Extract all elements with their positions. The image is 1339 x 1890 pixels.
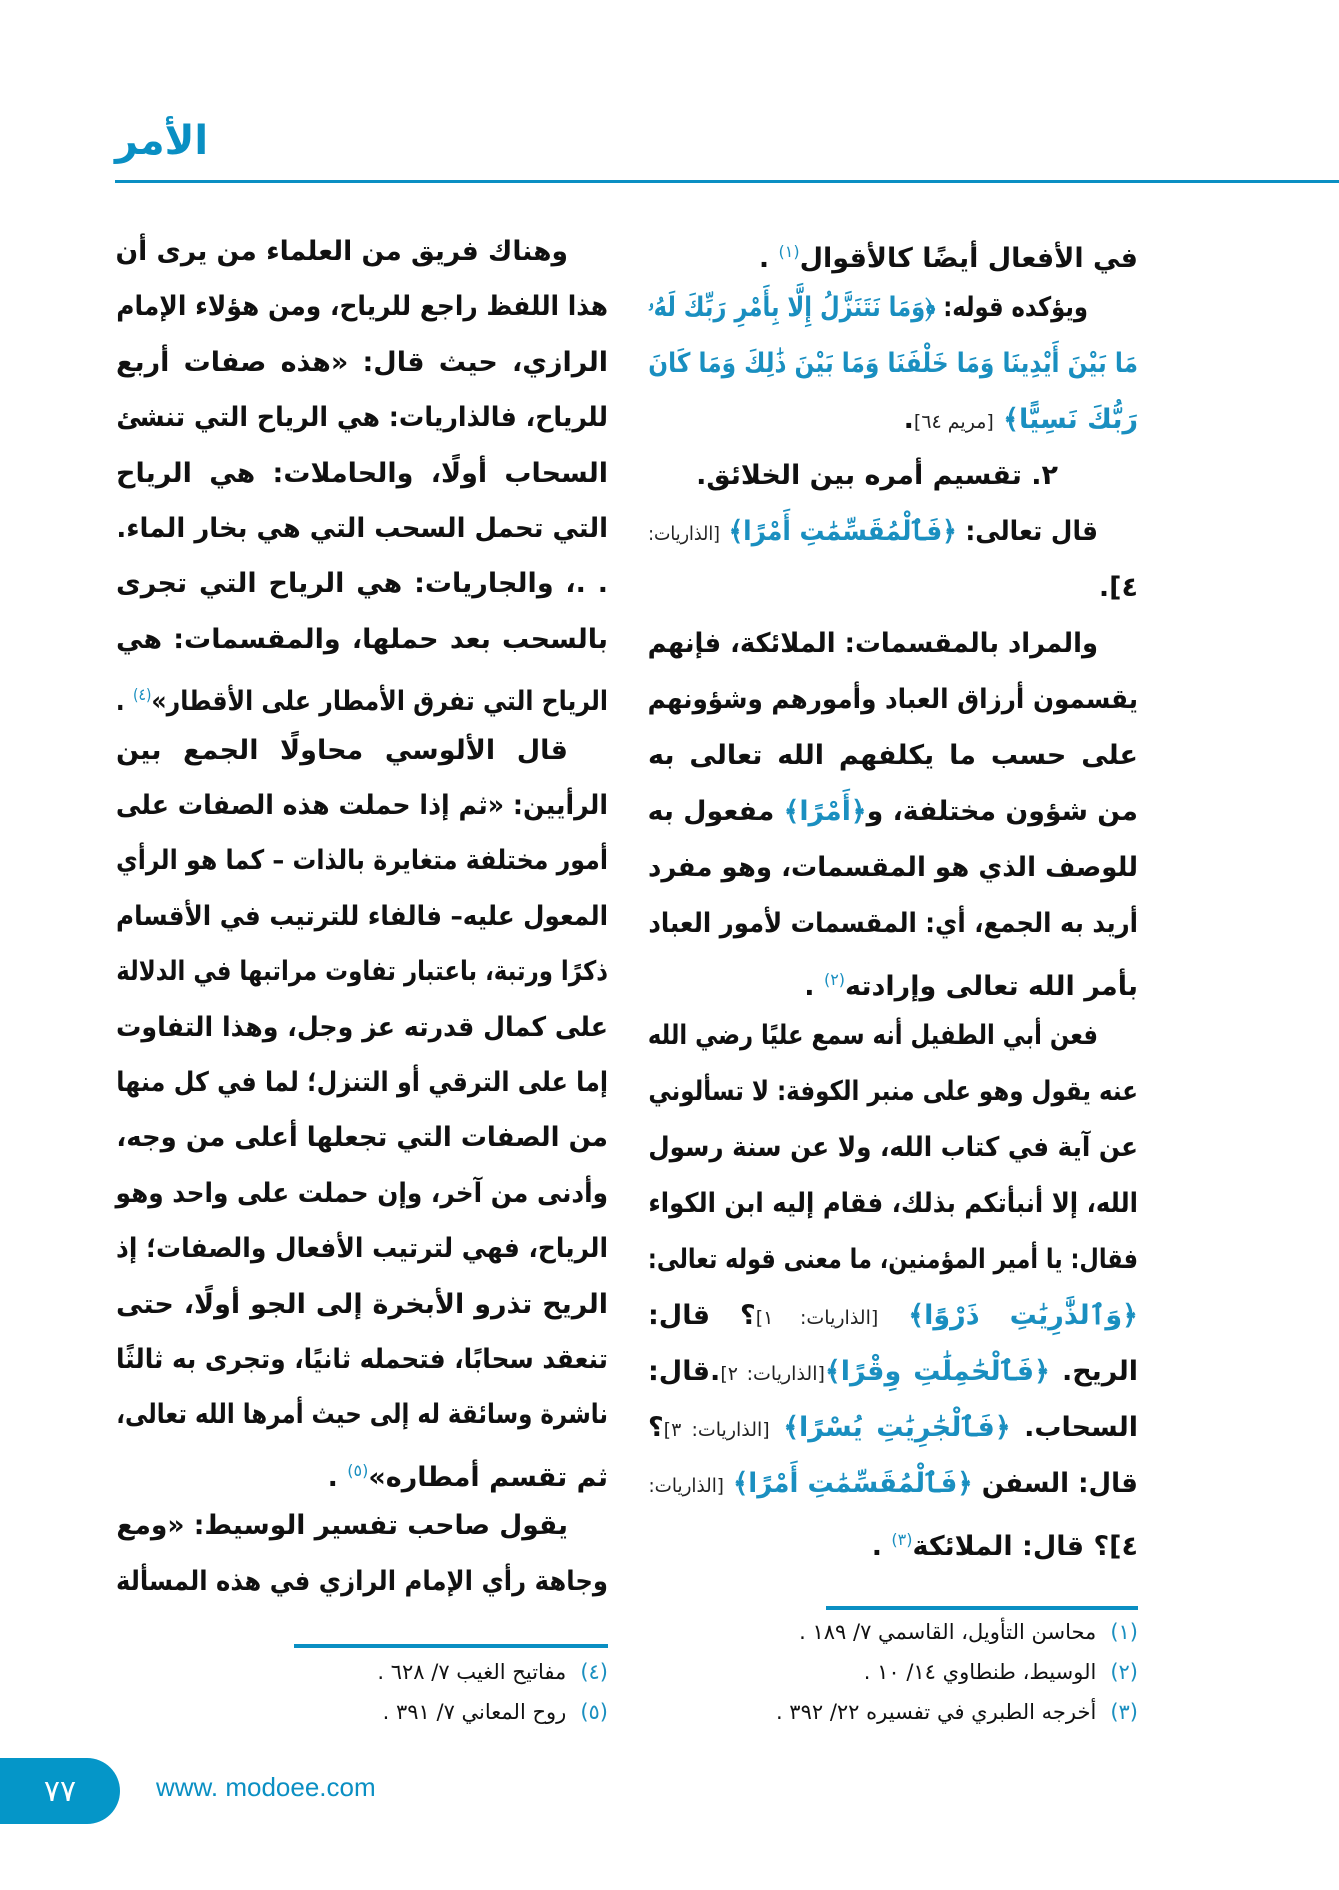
right-column bbox=[648, 232, 1138, 1592]
text-segment: . bbox=[327, 1461, 348, 1493]
text-line bbox=[116, 1174, 608, 1214]
text-segment: بالسحب بعد حملها، والمقسمات: هي bbox=[116, 623, 608, 655]
text-line bbox=[648, 960, 1138, 1000]
text-segment: ثم تقسم أمطاره» bbox=[368, 1461, 608, 1493]
text-line bbox=[648, 680, 1138, 720]
text-segment: . .، والجاريات: هي الرياح التي تجرى bbox=[116, 568, 608, 600]
text-line bbox=[648, 1352, 1138, 1392]
text-line bbox=[116, 1229, 608, 1269]
text-line bbox=[648, 736, 1138, 776]
text-segment: .قال: bbox=[648, 1356, 721, 1387]
text-segment: من الصفات التي تجعلها أعلى من وجه، bbox=[116, 1122, 608, 1154]
text-segment: الرازي، حيث قال: «هذه صفات أربع bbox=[116, 346, 608, 378]
text-segment: ذكرًا ورتبة، باعتبار تفاوت مراتبها في الدلالة bbox=[116, 956, 608, 988]
text-line bbox=[116, 1506, 568, 1546]
text-line bbox=[115, 675, 608, 718]
text-segment: عن آية في كتاب الله، ولا عن سنة رسول bbox=[648, 1132, 1138, 1163]
quran-verse: ﴿أَمْرًا﴾ bbox=[783, 796, 867, 827]
text-segment: ٤]؟ قال: الملائكة bbox=[912, 1531, 1138, 1562]
footnote-marker[interactable]: (١) bbox=[778, 242, 800, 261]
text-segment: عنه يقول وهو على منبر الكوفة: لا تسألوني bbox=[648, 1076, 1138, 1107]
left-column bbox=[116, 232, 608, 1612]
quran-verse: مَا بَيْنَ أَيْدِينَا وَمَا خَلْفَنَا وَمَا بَيْنَ ذَٰلِكَ وَمَا كَانَ bbox=[648, 348, 1138, 379]
footnote-marker[interactable]: (٤) bbox=[132, 685, 152, 705]
text-line bbox=[648, 1296, 1138, 1336]
footnote-number: (٣) bbox=[1110, 1700, 1138, 1724]
text-segment: للرياح، فالذاريات: هي الرياح التي تنشئ bbox=[116, 402, 608, 434]
text-segment: يقسمون أرزاق العباد وأمورهم وشؤونهم bbox=[647, 684, 1138, 715]
quran-verse: ﴿فَٱلْحَٰمِلَٰتِ وِقْرًا﴾ bbox=[824, 1356, 1050, 1387]
text-segment: والمراد بالمقسمات: الملائكة، فإنهم bbox=[647, 628, 1098, 659]
verse-reference: [الذاريات: bbox=[648, 1475, 724, 1497]
text-segment: الرياح، فهي لترتيب الأفعال والصفات؛ إذ bbox=[116, 1233, 609, 1265]
text-segment: مفعول به bbox=[647, 796, 784, 827]
text-line bbox=[648, 1072, 1138, 1112]
text-segment: ٢. تقسيم أمره بين الخلائق. bbox=[696, 460, 1058, 491]
text-line bbox=[116, 1063, 608, 1103]
footnote-separator-right bbox=[826, 1606, 1138, 1610]
text-line bbox=[116, 952, 608, 992]
text-line bbox=[648, 232, 1138, 272]
text-line bbox=[116, 398, 608, 438]
text-line bbox=[648, 288, 1088, 328]
footnote-text: الوسيط، طنطاوي ١٤/ ١٠ . bbox=[863, 1660, 1097, 1684]
text-segment: التي تحمل السحب التي هي بخار الماء. bbox=[116, 513, 608, 544]
text-segment: على حسب ما يكلفهم الله تعالى به bbox=[648, 740, 1138, 771]
text-line bbox=[648, 1240, 1138, 1280]
text-line bbox=[116, 232, 568, 272]
text-line bbox=[648, 1464, 1138, 1504]
text-line bbox=[116, 343, 608, 383]
chapter-title: الأمر bbox=[115, 118, 209, 164]
text-line bbox=[116, 731, 568, 771]
footnote-marker[interactable]: (٥) bbox=[347, 1460, 369, 1480]
footnote-marker[interactable]: (٢) bbox=[823, 970, 846, 989]
header-divider bbox=[115, 180, 1339, 183]
verse-reference: [مريم ٦٤] bbox=[913, 411, 994, 433]
text-segment: وجاهة رأي الإمام الرازي في هذه المسألة bbox=[115, 1565, 609, 1597]
footnote-text: روح المعاني ٧/ ٣٩١ . bbox=[382, 1700, 567, 1724]
footnote bbox=[799, 1620, 1138, 1644]
text-line bbox=[648, 568, 1138, 608]
text-segment: قال تعالى: bbox=[956, 516, 1098, 547]
verse-reference: [الذاريات: ١] bbox=[755, 1307, 879, 1329]
footnote-marker[interactable]: (٣) bbox=[891, 1530, 913, 1549]
text-segment: الله، إلا أنبأتكم بذلك، فقام إليه ابن الكواء bbox=[648, 1188, 1138, 1219]
text-segment: أمور مختلفة متغايرة بالذات – كما هو الرأي bbox=[116, 845, 609, 877]
text-line bbox=[116, 620, 608, 660]
footnote-number: (٢) bbox=[1110, 1660, 1138, 1684]
text-line bbox=[648, 512, 1098, 552]
text-segment: هذا اللفظ راجع للرياح، ومن هؤلاء الإمام bbox=[116, 291, 608, 323]
text-line bbox=[116, 897, 608, 937]
website-link[interactable]: www. modoee.com bbox=[156, 1772, 376, 1802]
text-segment: الرياح التي تفرق الأمطار على الأقطار» bbox=[151, 686, 608, 718]
text-line bbox=[116, 1562, 608, 1602]
text-line bbox=[116, 786, 608, 826]
footnote-text: محاسن التأويل، القاسمي ٧/ ١٨٩ . bbox=[799, 1620, 1097, 1644]
text-segment: يقول صاحب تفسير الوسيط: «ومع bbox=[116, 1510, 568, 1542]
text-segment: قال: السفن bbox=[972, 1468, 1138, 1499]
text-segment: فقال: يا أمير المؤمنين، ما معنى قوله تعالى: bbox=[647, 1244, 1138, 1275]
text-line bbox=[648, 792, 1138, 832]
text-line bbox=[116, 1118, 608, 1158]
page-number: ٧٧ bbox=[43, 1773, 77, 1809]
text-line bbox=[116, 564, 608, 604]
text-line bbox=[648, 400, 1138, 440]
text-segment: . bbox=[115, 686, 133, 718]
verse-reference: [الذاريات: ٣] bbox=[663, 1419, 770, 1441]
quran-verse: ﴿فَٱلْمُقَسِّمَٰتِ أَمْرًا﴾ bbox=[723, 1468, 973, 1499]
text-line bbox=[116, 1395, 608, 1435]
text-line bbox=[648, 344, 1138, 384]
text-line bbox=[648, 904, 1138, 944]
footnote bbox=[383, 1700, 608, 1724]
text-line bbox=[116, 1451, 608, 1491]
text-segment: السحاب أولًا، والحاملات: هي الرياح bbox=[116, 457, 608, 489]
text-line bbox=[648, 1128, 1138, 1168]
text-segment: . bbox=[871, 1531, 892, 1562]
quran-verse: رَبُّكَ نَسِيًّا﴾ bbox=[993, 404, 1138, 435]
quran-verse: ﴿فَٱلْمُقَسِّمَٰتِ أَمْرًا﴾ bbox=[719, 516, 957, 547]
text-segment: بأمر الله تعالى وإرادته bbox=[845, 971, 1138, 1002]
text-segment: إما على الترقي أو التنزل؛ لما في كل منها bbox=[116, 1067, 609, 1098]
text-segment: الريح تذرو الأبخرة إلى الجو أولًا، حتى bbox=[116, 1288, 608, 1320]
text-line bbox=[648, 1408, 1138, 1448]
text-line bbox=[116, 287, 608, 327]
text-segment: الرأيين: «ثم إذا حملت هذه الصفات على bbox=[115, 790, 608, 821]
text-segment: ؟ قال: bbox=[648, 1300, 756, 1331]
text-segment: وهناك فريق من العلماء من يرى أن bbox=[115, 236, 569, 267]
text-line bbox=[648, 1016, 1098, 1056]
footnote bbox=[377, 1660, 608, 1684]
text-line bbox=[116, 454, 608, 494]
footnote-number: (١) bbox=[1110, 1620, 1138, 1644]
verse-reference: [الذاريات: bbox=[648, 523, 720, 545]
text-segment: الريح. bbox=[1049, 1356, 1138, 1387]
text-line bbox=[648, 624, 1098, 664]
text-line bbox=[116, 509, 608, 549]
text-line bbox=[648, 1184, 1138, 1224]
page-number-badge bbox=[0, 1758, 120, 1824]
verse-reference: [الذاريات: ٢] bbox=[720, 1363, 825, 1385]
text-line bbox=[116, 1285, 608, 1325]
text-segment: للوصف الذي هو المقسمات، وهو مفرد bbox=[648, 852, 1138, 883]
text-segment: من شؤون مختلفة، و bbox=[866, 796, 1138, 827]
text-line bbox=[648, 1520, 1138, 1560]
text-line bbox=[648, 848, 1138, 888]
text-segment: ٤]. bbox=[1098, 572, 1138, 603]
text-segment: فعن أبي الطفيل أنه سمع عليًا رضي الله bbox=[647, 1020, 1098, 1051]
text-segment: المعول عليه– فالفاء للترتيب في الأقسام bbox=[116, 900, 608, 932]
quran-verse: ﴿فَٱلْجَٰرِيَٰتِ يُسْرًا﴾ bbox=[769, 1412, 1011, 1443]
text-segment: في الأفعال أيضًا كالأقوال bbox=[799, 243, 1138, 274]
footnote-text: مفاتيح الغيب ٧/ ٦٢٨ . bbox=[377, 1660, 567, 1684]
text-line bbox=[116, 1340, 608, 1380]
text-segment: قال الألوسي محاولًا الجمع بين bbox=[116, 734, 568, 766]
quran-verse: ﴿وَٱلذَّٰرِيَٰتِ ذَرْوًا﴾ bbox=[878, 1300, 1139, 1331]
text-line bbox=[116, 841, 608, 881]
text-segment: ويؤكده قوله: bbox=[935, 292, 1088, 323]
text-line bbox=[648, 456, 1058, 496]
text-segment: ؟ bbox=[648, 1412, 664, 1443]
text-segment: . bbox=[758, 243, 779, 274]
footnote-number: (٤) bbox=[580, 1660, 608, 1684]
text-segment: ناشرة وسائقة له إلى حيث أمرها الله تعالى، bbox=[116, 1399, 609, 1431]
footnote bbox=[864, 1660, 1138, 1684]
footnote-separator-left bbox=[294, 1644, 608, 1648]
footnote bbox=[776, 1700, 1138, 1724]
footnote-number: (٥) bbox=[580, 1700, 608, 1724]
text-segment: على كمال قدرته عز وجل، وهذا التفاوت bbox=[116, 1011, 608, 1043]
text-segment: أريد به الجمع، أي: المقسمات لأمور العباد bbox=[648, 908, 1138, 939]
quran-verse: ﴿وَمَا نَتَنَزَّلُ إِلَّا بِأَمْرِ رَبِّكَ لَهُۥ bbox=[647, 292, 936, 323]
text-segment: . bbox=[804, 971, 824, 1002]
text-line bbox=[116, 1008, 608, 1048]
text-segment: تنعقد سحابًا، فتحمله ثانيًا، وتجرى به ثالثًا bbox=[115, 1344, 608, 1375]
text-segment: . bbox=[903, 404, 914, 435]
footnote-text: أخرجه الطبري في تفسيره ٢٢/ ٣٩٢ . bbox=[775, 1700, 1097, 1724]
text-segment: وأدنى من آخر، وإن حملت على واحد وهو bbox=[115, 1177, 608, 1209]
text-segment: السحاب. bbox=[1010, 1412, 1139, 1443]
